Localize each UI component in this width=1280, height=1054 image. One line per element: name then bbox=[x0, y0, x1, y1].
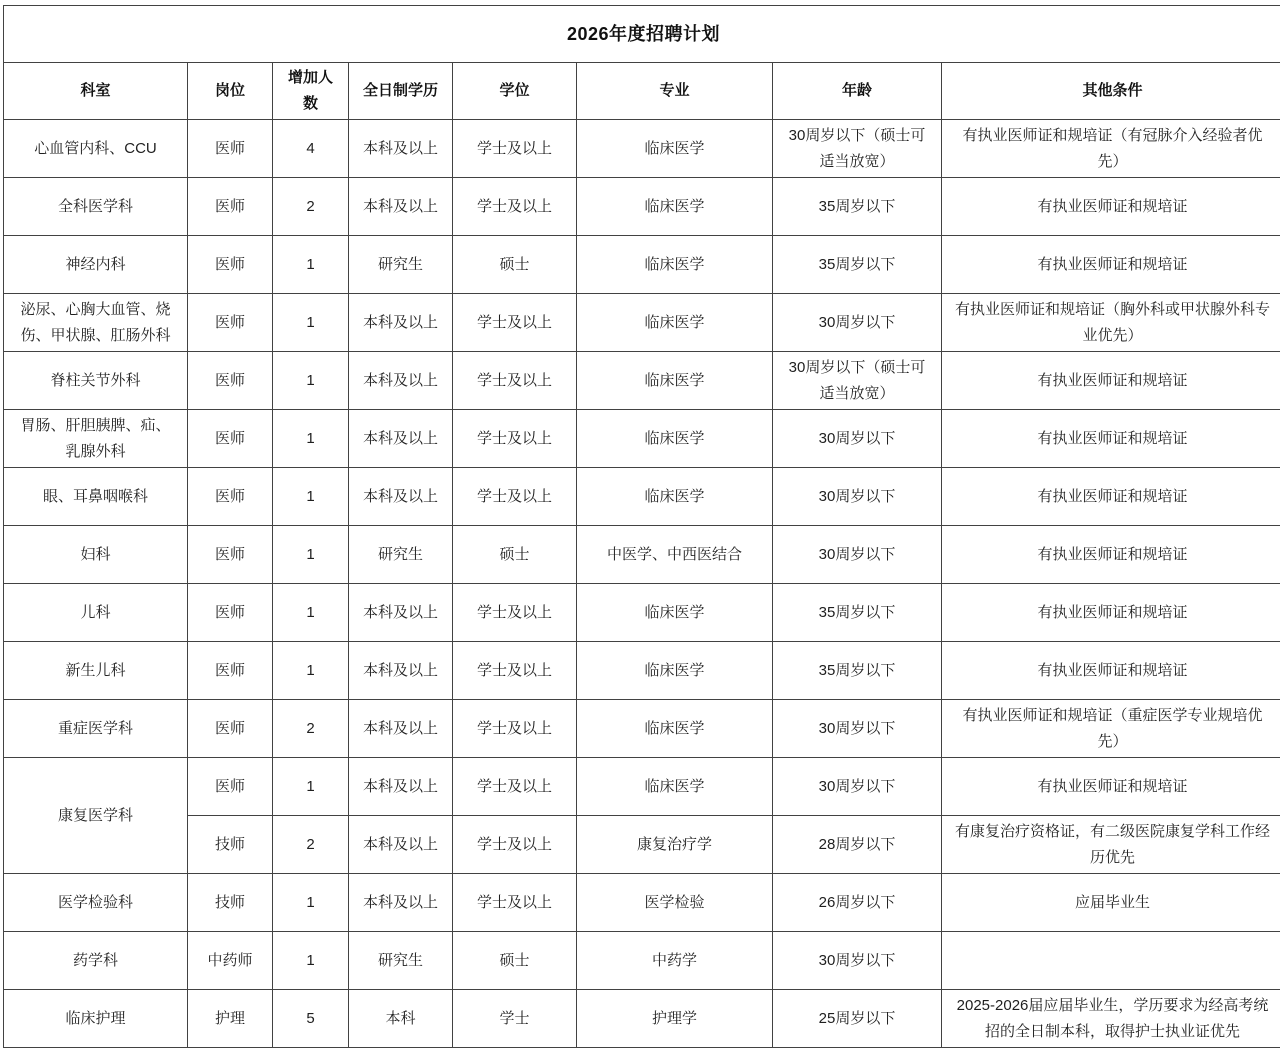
cell-major: 医学检验 bbox=[577, 874, 773, 932]
cell-other: 应届毕业生 bbox=[942, 874, 1280, 932]
cell-education: 研究生 bbox=[349, 526, 453, 584]
cell-position: 技师 bbox=[188, 816, 273, 874]
cell-position: 技师 bbox=[188, 874, 273, 932]
cell-dept: 妇科 bbox=[4, 526, 188, 584]
recruitment-plan-table bbox=[3, 5, 1280, 1048]
cell-education: 本科及以上 bbox=[349, 410, 453, 468]
cell-degree: 学士及以上 bbox=[453, 294, 577, 352]
cell-count: 2 bbox=[273, 178, 349, 236]
cell-other: 有执业医师证和规培证（有冠脉介入经验者优先） bbox=[942, 120, 1280, 178]
cell-count: 2 bbox=[273, 700, 349, 758]
cell-age: 30周岁以下 bbox=[773, 526, 942, 584]
cell-dept: 重症医学科 bbox=[4, 700, 188, 758]
table-row bbox=[4, 120, 1280, 178]
cell-other: 2025-2026届应届毕业生，学历要求为经高考统招的全日制本科，取得护士执业证优先 bbox=[942, 990, 1280, 1048]
cell-other: 有康复治疗资格证，有二级医院康复学科工作经历优先 bbox=[942, 816, 1280, 874]
cell-dept: 医学检验科 bbox=[4, 874, 188, 932]
cell-dept: 眼、耳鼻咽喉科 bbox=[4, 468, 188, 526]
table-row bbox=[4, 178, 1280, 236]
cell-education: 研究生 bbox=[349, 932, 453, 990]
cell-position: 医师 bbox=[188, 642, 273, 700]
cell-degree: 学士及以上 bbox=[453, 642, 577, 700]
cell-count: 1 bbox=[273, 584, 349, 642]
header-row bbox=[4, 63, 1280, 120]
cell-other: 有执业医师证和规培证 bbox=[942, 352, 1280, 410]
cell-other: 有执业医师证和规培证（重症医学专业规培优先） bbox=[942, 700, 1280, 758]
cell-count: 1 bbox=[273, 642, 349, 700]
cell-degree: 学士及以上 bbox=[453, 120, 577, 178]
table-row bbox=[4, 584, 1280, 642]
cell-count: 4 bbox=[273, 120, 349, 178]
cell-other: 有执业医师证和规培证 bbox=[942, 526, 1280, 584]
cell-age: 26周岁以下 bbox=[773, 874, 942, 932]
cell-age: 28周岁以下 bbox=[773, 816, 942, 874]
cell-major: 临床医学 bbox=[577, 178, 773, 236]
cell-education: 本科及以上 bbox=[349, 178, 453, 236]
cell-dept: 全科医学科 bbox=[4, 178, 188, 236]
cell-age: 30周岁以下 bbox=[773, 758, 942, 816]
cell-education: 研究生 bbox=[349, 236, 453, 294]
cell-dept: 泌尿、心胸大血管、烧伤、甲状腺、肛肠外科 bbox=[4, 294, 188, 352]
cell-dept: 康复医学科 bbox=[4, 758, 188, 874]
cell-degree: 学士及以上 bbox=[453, 178, 577, 236]
cell-education: 本科及以上 bbox=[349, 700, 453, 758]
cell-position: 医师 bbox=[188, 120, 273, 178]
cell-other bbox=[942, 932, 1280, 990]
cell-age: 35周岁以下 bbox=[773, 642, 942, 700]
cell-major: 临床医学 bbox=[577, 642, 773, 700]
cell-degree: 学士及以上 bbox=[453, 352, 577, 410]
table-row bbox=[4, 642, 1280, 700]
table-row bbox=[4, 410, 1280, 468]
cell-education: 本科及以上 bbox=[349, 874, 453, 932]
cell-dept: 新生儿科 bbox=[4, 642, 188, 700]
cell-age: 30周岁以下 bbox=[773, 932, 942, 990]
cell-major: 护理学 bbox=[577, 990, 773, 1048]
recruitment-plan-page bbox=[3, 5, 1280, 1048]
cell-education: 本科 bbox=[349, 990, 453, 1048]
cell-education: 本科及以上 bbox=[349, 584, 453, 642]
cell-dept: 胃肠、肝胆胰脾、疝、乳腺外科 bbox=[4, 410, 188, 468]
cell-education: 本科及以上 bbox=[349, 758, 453, 816]
column-header-3: 全日制学历 bbox=[349, 63, 453, 120]
cell-major: 临床医学 bbox=[577, 584, 773, 642]
title-row bbox=[4, 6, 1280, 63]
cell-other: 有执业医师证和规培证 bbox=[942, 468, 1280, 526]
cell-education: 本科及以上 bbox=[349, 120, 453, 178]
cell-major: 临床医学 bbox=[577, 294, 773, 352]
cell-count: 1 bbox=[273, 236, 349, 294]
cell-degree: 硕士 bbox=[453, 932, 577, 990]
cell-education: 本科及以上 bbox=[349, 816, 453, 874]
table-row bbox=[4, 352, 1280, 410]
table-row bbox=[4, 294, 1280, 352]
table-row bbox=[4, 932, 1280, 990]
cell-age: 35周岁以下 bbox=[773, 236, 942, 294]
cell-education: 本科及以上 bbox=[349, 468, 453, 526]
cell-degree: 学士及以上 bbox=[453, 584, 577, 642]
cell-dept: 临床护理 bbox=[4, 990, 188, 1048]
cell-age: 30周岁以下（硕士可适当放宽） bbox=[773, 352, 942, 410]
table-row bbox=[4, 874, 1280, 932]
cell-position: 医师 bbox=[188, 700, 273, 758]
cell-degree: 学士及以上 bbox=[453, 468, 577, 526]
cell-other: 有执业医师证和规培证 bbox=[942, 236, 1280, 294]
column-header-2: 增加人数 bbox=[273, 63, 349, 120]
cell-dept: 药学科 bbox=[4, 932, 188, 990]
table-row bbox=[4, 816, 1280, 874]
cell-major: 临床医学 bbox=[577, 758, 773, 816]
table-row bbox=[4, 700, 1280, 758]
cell-position: 医师 bbox=[188, 236, 273, 294]
cell-position: 医师 bbox=[188, 468, 273, 526]
cell-education: 本科及以上 bbox=[349, 294, 453, 352]
cell-position: 医师 bbox=[188, 410, 273, 468]
cell-dept: 脊柱关节外科 bbox=[4, 352, 188, 410]
table-row bbox=[4, 468, 1280, 526]
cell-position: 护理 bbox=[188, 990, 273, 1048]
cell-count: 1 bbox=[273, 410, 349, 468]
cell-major: 临床医学 bbox=[577, 120, 773, 178]
cell-count: 5 bbox=[273, 990, 349, 1048]
column-header-5: 专业 bbox=[577, 63, 773, 120]
table-row bbox=[4, 236, 1280, 294]
cell-major: 临床医学 bbox=[577, 352, 773, 410]
cell-major: 临床医学 bbox=[577, 468, 773, 526]
cell-count: 1 bbox=[273, 874, 349, 932]
cell-degree: 硕士 bbox=[453, 236, 577, 294]
cell-count: 1 bbox=[273, 526, 349, 584]
table-row bbox=[4, 990, 1280, 1048]
table-row bbox=[4, 526, 1280, 584]
cell-age: 35周岁以下 bbox=[773, 178, 942, 236]
table-row bbox=[4, 758, 1280, 816]
cell-other: 有执业医师证和规培证 bbox=[942, 584, 1280, 642]
table-title: 2026年度招聘计划 bbox=[4, 6, 1280, 63]
cell-dept: 心血管内科、CCU bbox=[4, 120, 188, 178]
cell-degree: 学士 bbox=[453, 990, 577, 1048]
cell-degree: 学士及以上 bbox=[453, 816, 577, 874]
column-header-7: 其他条件 bbox=[942, 63, 1280, 120]
cell-degree: 学士及以上 bbox=[453, 410, 577, 468]
cell-major: 康复治疗学 bbox=[577, 816, 773, 874]
cell-count: 2 bbox=[273, 816, 349, 874]
cell-age: 30周岁以下 bbox=[773, 468, 942, 526]
cell-dept: 儿科 bbox=[4, 584, 188, 642]
cell-age: 30周岁以下 bbox=[773, 410, 942, 468]
column-header-1: 岗位 bbox=[188, 63, 273, 120]
cell-other: 有执业医师证和规培证 bbox=[942, 410, 1280, 468]
cell-other: 有执业医师证和规培证 bbox=[942, 178, 1280, 236]
column-header-4: 学位 bbox=[453, 63, 577, 120]
column-header-6: 年龄 bbox=[773, 63, 942, 120]
cell-age: 35周岁以下 bbox=[773, 584, 942, 642]
cell-count: 1 bbox=[273, 352, 349, 410]
cell-count: 1 bbox=[273, 468, 349, 526]
cell-major: 中药学 bbox=[577, 932, 773, 990]
cell-education: 本科及以上 bbox=[349, 642, 453, 700]
cell-position: 医师 bbox=[188, 758, 273, 816]
cell-position: 医师 bbox=[188, 526, 273, 584]
cell-age: 30周岁以下 bbox=[773, 700, 942, 758]
cell-position: 中药师 bbox=[188, 932, 273, 990]
cell-degree: 硕士 bbox=[453, 526, 577, 584]
cell-degree: 学士及以上 bbox=[453, 758, 577, 816]
cell-other: 有执业医师证和规培证（胸外科或甲状腺外科专业优先） bbox=[942, 294, 1280, 352]
cell-position: 医师 bbox=[188, 352, 273, 410]
cell-major: 临床医学 bbox=[577, 700, 773, 758]
cell-position: 医师 bbox=[188, 294, 273, 352]
cell-other: 有执业医师证和规培证 bbox=[942, 758, 1280, 816]
cell-count: 1 bbox=[273, 758, 349, 816]
cell-degree: 学士及以上 bbox=[453, 700, 577, 758]
cell-count: 1 bbox=[273, 294, 349, 352]
cell-position: 医师 bbox=[188, 178, 273, 236]
cell-position: 医师 bbox=[188, 584, 273, 642]
cell-major: 临床医学 bbox=[577, 236, 773, 294]
cell-age: 30周岁以下 bbox=[773, 294, 942, 352]
column-header-0: 科室 bbox=[4, 63, 188, 120]
cell-education: 本科及以上 bbox=[349, 352, 453, 410]
cell-count: 1 bbox=[273, 932, 349, 990]
cell-age: 25周岁以下 bbox=[773, 990, 942, 1048]
cell-other: 有执业医师证和规培证 bbox=[942, 642, 1280, 700]
cell-major: 临床医学 bbox=[577, 410, 773, 468]
cell-dept: 神经内科 bbox=[4, 236, 188, 294]
cell-major: 中医学、中西医结合 bbox=[577, 526, 773, 584]
cell-degree: 学士及以上 bbox=[453, 874, 577, 932]
cell-age: 30周岁以下（硕士可适当放宽） bbox=[773, 120, 942, 178]
